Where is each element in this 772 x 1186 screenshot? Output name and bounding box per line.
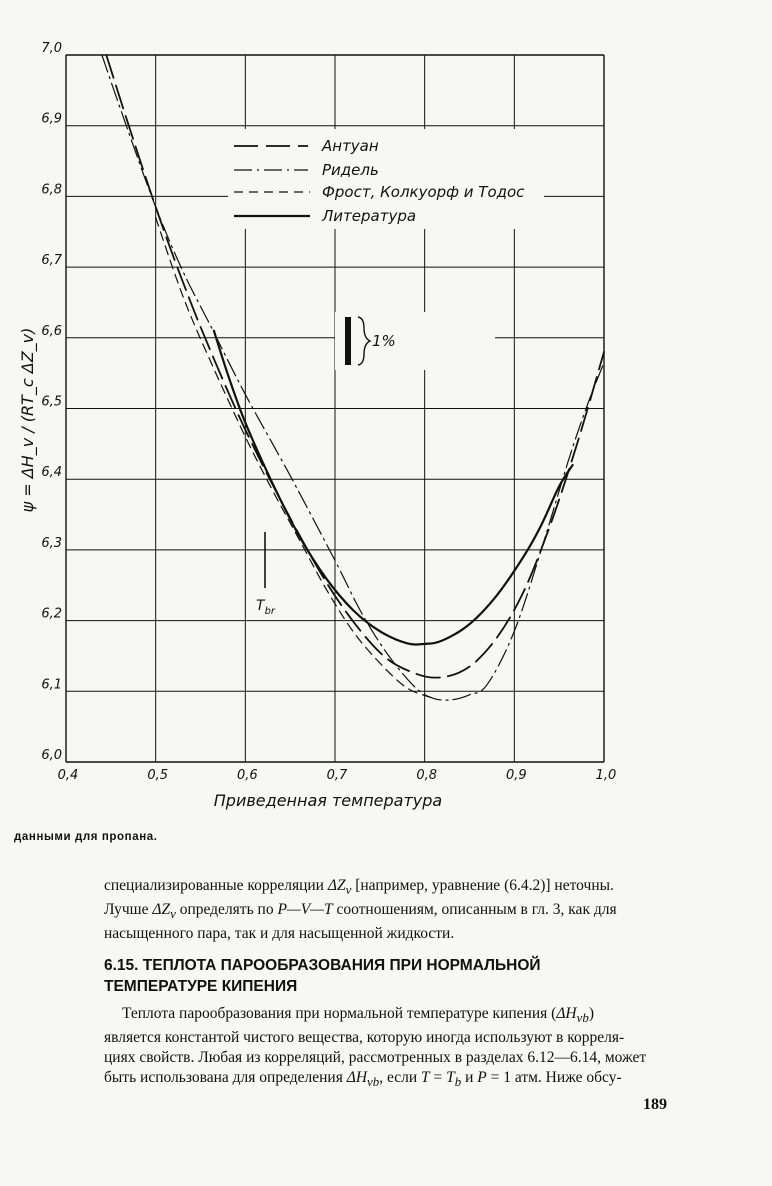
y-tick-label: 6,5	[41, 394, 62, 410]
x-tick-label: 0,9	[505, 768, 527, 783]
y-tick-label: 6,7	[41, 253, 62, 269]
symbol-dzv: $\Delta Z_v$	[327, 877, 352, 898]
paragraph-correlations: специализированные корреляции $\Delta Z_v$ [например, уравнение (6.4.2)] неточны. Лучше $\Delta Z_v$ определять по P—V—T соотношениям, описанным в гл. 3, как для насыщенного пара, так и для насыщенной жидкости.	[104, 877, 617, 943]
tbr-label: $T_{br}$	[256, 598, 276, 617]
x-tick-label: 1,0	[595, 768, 617, 783]
figure-caption: данными для пропана.	[14, 831, 158, 843]
legend-label-frost: Фрост, Колкуорф и Тодос	[322, 183, 525, 201]
y-tick-label: 6,4	[41, 465, 62, 481]
scale-bar-annotation	[335, 312, 495, 370]
paragraph-normal-boiling: Теплота парообразования при нормальной температуре кипения $(\Delta H_{vb})$ является константой чистого вещества, которую иногда используют в корреля- циях свойств. Любая из корреляций, рассмотренных в разделах 6.12—6.14, может быть использована для определения $\Delta H_{vb}$, если $T = T_b$ и P = 1 атм. Ниже обсу-	[104, 1005, 647, 1090]
y-axis-title: ψ = ΔH_v / (RT_c ΔZ_v)	[18, 327, 37, 513]
y-tick-label: 6,0	[41, 748, 62, 763]
y-tick-label: 6,1	[41, 677, 62, 693]
chart-legend	[228, 129, 544, 229]
x-tick-label: 0,8	[416, 768, 438, 783]
y-tick-label: 6,9	[41, 111, 62, 127]
x-tick-label: 0,6	[236, 768, 258, 783]
x-axis-title: Приведенная температура	[213, 791, 443, 810]
page-number: 189	[643, 1096, 667, 1113]
symbol-dhvb: $\Delta H_{vb}$	[346, 1069, 380, 1090]
scale-label: 1%	[372, 332, 396, 350]
series-line-frost-kalkwarf-thodos	[156, 218, 434, 699]
y-tick-label: 6,3	[41, 535, 62, 551]
x-tick-label: 0,4	[57, 768, 79, 783]
x-tick-label: 0,5	[147, 768, 169, 783]
scale-bar	[345, 317, 351, 365]
legend-label-antoine: Антуан	[322, 137, 379, 155]
y-tick-labels	[41, 41, 62, 763]
y-tick-label: 6,8	[41, 182, 62, 198]
tbr-marker	[256, 532, 276, 617]
y-tick-label: 6,2	[41, 606, 62, 622]
scale-bar-background	[335, 312, 495, 370]
legend-label-riedel: Ридель	[322, 161, 379, 179]
section-heading: 6.15. ТЕПЛОТА ПАРООБРАЗОВАНИЯ ПРИ НОРМАЛЬНОЙ ТЕМПЕРАТУРЕ КИПЕНИЯ	[104, 957, 541, 995]
x-tick-labels	[58, 768, 617, 783]
legend-label-literature: Литература	[322, 207, 417, 225]
y-tick-label: 6,6	[41, 323, 62, 339]
symbol-pvt: P—V—T	[277, 901, 333, 919]
symbol-dzv: $\Delta Z_v$	[152, 901, 176, 922]
series-line-literature	[214, 331, 573, 645]
x-tick-label: 0,7	[326, 768, 348, 783]
y-tick-label: 7,0	[41, 41, 62, 56]
symbol-dhvb: $\Delta H_{vb}$	[556, 1005, 589, 1026]
